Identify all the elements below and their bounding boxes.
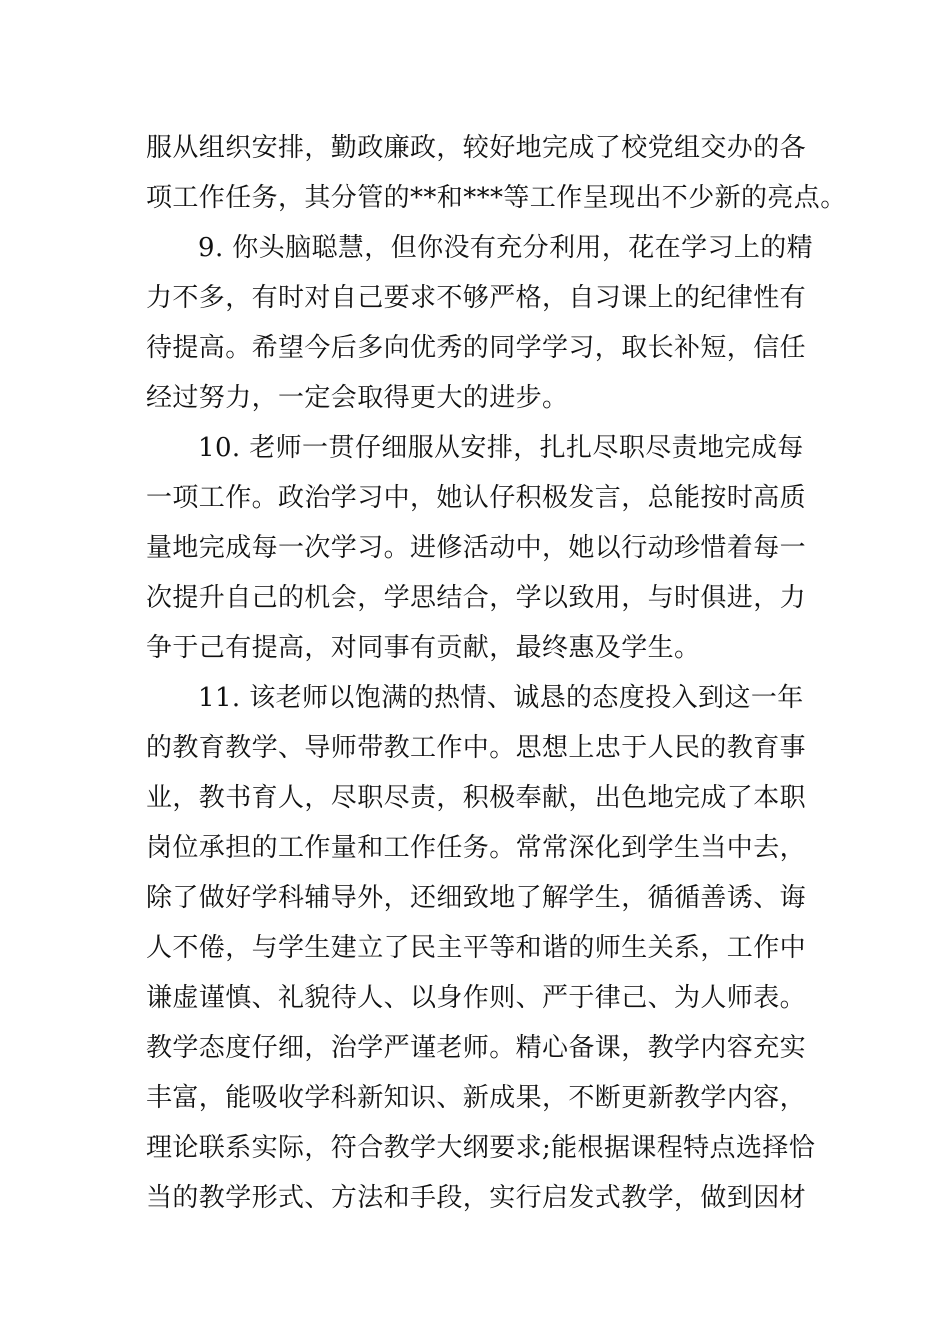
text-line: 教学态度仔细，治学严谨老师。精心备课，教学内容充实 (146, 1033, 807, 1063)
text-line: 一项工作。政治学习中，她认仔积极发言，总能按时高质 (146, 483, 807, 513)
text-line: 除了做好学科辅导外，还细致地了解学生，循循善诱、诲 (146, 883, 807, 913)
text-line: 量地完成每一次学习。进修活动中，她以行动珍惜着每一 (146, 533, 807, 563)
text-line: 项工作任务，其分管的**和***等工作呈现出不少新的亮点。 (146, 183, 847, 213)
text-line: 丰富，能吸收学科新知识、新成果，不断更新教学内容， (146, 1083, 807, 1113)
text-line: 人不倦，与学生建立了民主平等和谐的师生关系，工作中 (146, 933, 807, 963)
text-line: 业，教书育人，尽职尽责，积极奉献，出色地完成了本职 (146, 783, 807, 813)
paragraph-start-line: 10. 老师一贯仔细服从安排，扎扎尽职尽责地完成每 (198, 433, 804, 463)
paragraph-start-line: 11. 该老师以饱满的热情、诚恳的态度投入到这一年 (198, 683, 804, 713)
text-line: 的教育教学、导师带教工作中。思想上忠于人民的教育事 (146, 733, 807, 763)
paragraph-start-line: 9. 你头脑聪慧，但你没有充分利用，花在学习上的精 (198, 233, 814, 263)
text-line: 服从组织安排，勤政廉政，较好地完成了校党组交办的各 (146, 133, 807, 163)
text-line: 理论联系实际，符合教学大纲要求;能根据课程特点选择恰 (146, 1133, 816, 1163)
text-line: 经过努力，一定会取得更大的进步。 (146, 383, 569, 413)
text-line: 次提升自己的机会，学思结合，学以致用，与时俱进，力 (146, 583, 807, 613)
text-line: 当的教学形式、方法和手段，实行启发式教学，做到因材 (146, 1183, 807, 1213)
text-line: 争于己有提高，对同事有贡献，最终惠及学生。 (146, 633, 701, 663)
text-line: 谦虚谨慎、礼貌待人、以身作则、严于律己、为人师表。 (146, 983, 807, 1013)
text-line: 岗位承担的工作量和工作任务。常常深化到学生当中去， (146, 833, 807, 863)
text-line: 力不多，有时对自己要求不够严格，自习课上的纪律性有 (146, 283, 807, 313)
text-line: 待提高。希望今后多向优秀的同学学习，取长补短，信任 (146, 333, 807, 363)
